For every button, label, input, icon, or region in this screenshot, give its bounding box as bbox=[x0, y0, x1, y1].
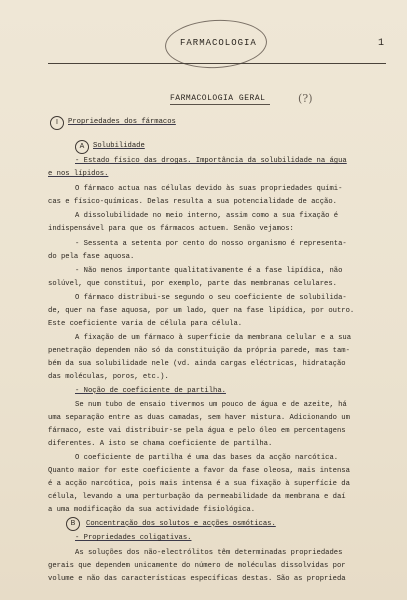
page-number: 1 bbox=[378, 38, 385, 49]
body-line-7: - Sessenta a setenta por cento do nosso organismo é representa- bbox=[75, 240, 347, 248]
body-line-24: Quanto maior for este coeficiente a favor da fase oleosa, mais intensa bbox=[48, 467, 350, 475]
body-line-29: As soluções dos não-electrólitos têm determinadas propriedades bbox=[75, 549, 343, 557]
header-rule bbox=[48, 63, 386, 64]
handwritten-question-mark: (?) bbox=[298, 92, 313, 105]
body-line-14: A fixação de um fármaco à superfície da membrana celular e a sua bbox=[75, 334, 352, 342]
body-line-30: gerais que dependem unicamente do número de moléculas dissolvidas por bbox=[48, 562, 346, 570]
section-title: FARMACOLOGIA GERAL bbox=[170, 94, 266, 103]
body-line-26: célula, levando a uma perturbação da permeabilidade da membrana e daí bbox=[48, 493, 346, 501]
subsection-a-marker: A bbox=[75, 140, 89, 154]
body-line-23: O coeficiente de partilha é uma das bases da acção narcótica. bbox=[75, 454, 339, 462]
subsection-b-title: Concentração dos solutos e acções osmóticas. bbox=[86, 520, 276, 528]
body-line-3: O fármaco actua nas células devido às suas propriedades quími- bbox=[75, 185, 343, 193]
body-line-22: diferentes. A isto se chama coeficiente de partilha. bbox=[48, 440, 273, 448]
body-line-9: - Não menos importante qualitativamente é a fase lipídica, não bbox=[75, 267, 343, 275]
body-line-15: penetração dependem não só da constituição da própria parede, mas tam- bbox=[48, 347, 350, 355]
body-line-20: uma separação entre as duas camadas, sem haver mistura. Adicionando um bbox=[48, 414, 350, 422]
chapter-title: Propriedades dos fármacos bbox=[68, 118, 176, 126]
body-line-18: - Noção de coeficiente de partilha. bbox=[75, 387, 226, 395]
body-line-27: a uma modificação da sua actividade fisiológica. bbox=[48, 506, 256, 514]
body-line-12: de, quer na fase aquosa, por um lado, quer na fase lipídica, por outro. bbox=[48, 307, 355, 315]
header-title: FARMACOLOGIA bbox=[180, 38, 257, 48]
body-line-19: Se num tubo de ensaio tivermos um pouco de água e de azeite, há bbox=[75, 401, 347, 409]
body-line-13: Este coeficiente varia de célula para célula. bbox=[48, 320, 243, 328]
body-line-31: volume e não das características específicas destas. São as proprieda bbox=[48, 575, 346, 583]
body-line-25: é a acção narcótica, pois mais intensa é a sua fixação à superfície da bbox=[48, 480, 350, 488]
subsection-a-title: Solubilidade bbox=[93, 142, 145, 150]
body-line-4: cas e físico-químicas. Delas resulta a sua potencialidade de acção. bbox=[48, 198, 337, 206]
chapter-marker: I bbox=[50, 116, 64, 130]
body-line-1: - Estado físico das drogas. Importância da solubilidade na água bbox=[75, 157, 347, 165]
body-line-21: fármaco, este vai distribuir-se pela água e pelo óleo em percentagens bbox=[48, 427, 346, 435]
body-line-11: O fármaco distribui-se segundo o seu coeficiente de solubilida- bbox=[75, 294, 347, 302]
body-line-8: do pela fase aquosa. bbox=[48, 253, 135, 261]
section-title-underline bbox=[170, 104, 270, 105]
body-line-17: das moléculas, poros, etc.). bbox=[48, 373, 169, 381]
body-line-6: indispensável para que os fármacos actuem. Senão vejamos: bbox=[48, 225, 294, 233]
body-line-16: bém da sua solubilidade nele (vd. ainda cargas eléctricas, hidratação bbox=[48, 360, 346, 368]
body-line-10: solúvel, que constitui, por exemplo, parte das membranas celulares. bbox=[48, 280, 337, 288]
subsection-b-marker: B bbox=[66, 517, 80, 531]
body-line-5: A dissolubilidade no meio interno, assim como a sua fixação é bbox=[75, 212, 339, 220]
body-line-28: - Propriedades coligativas. bbox=[75, 534, 192, 542]
body-line-2: e nos lípidos. bbox=[48, 170, 109, 178]
